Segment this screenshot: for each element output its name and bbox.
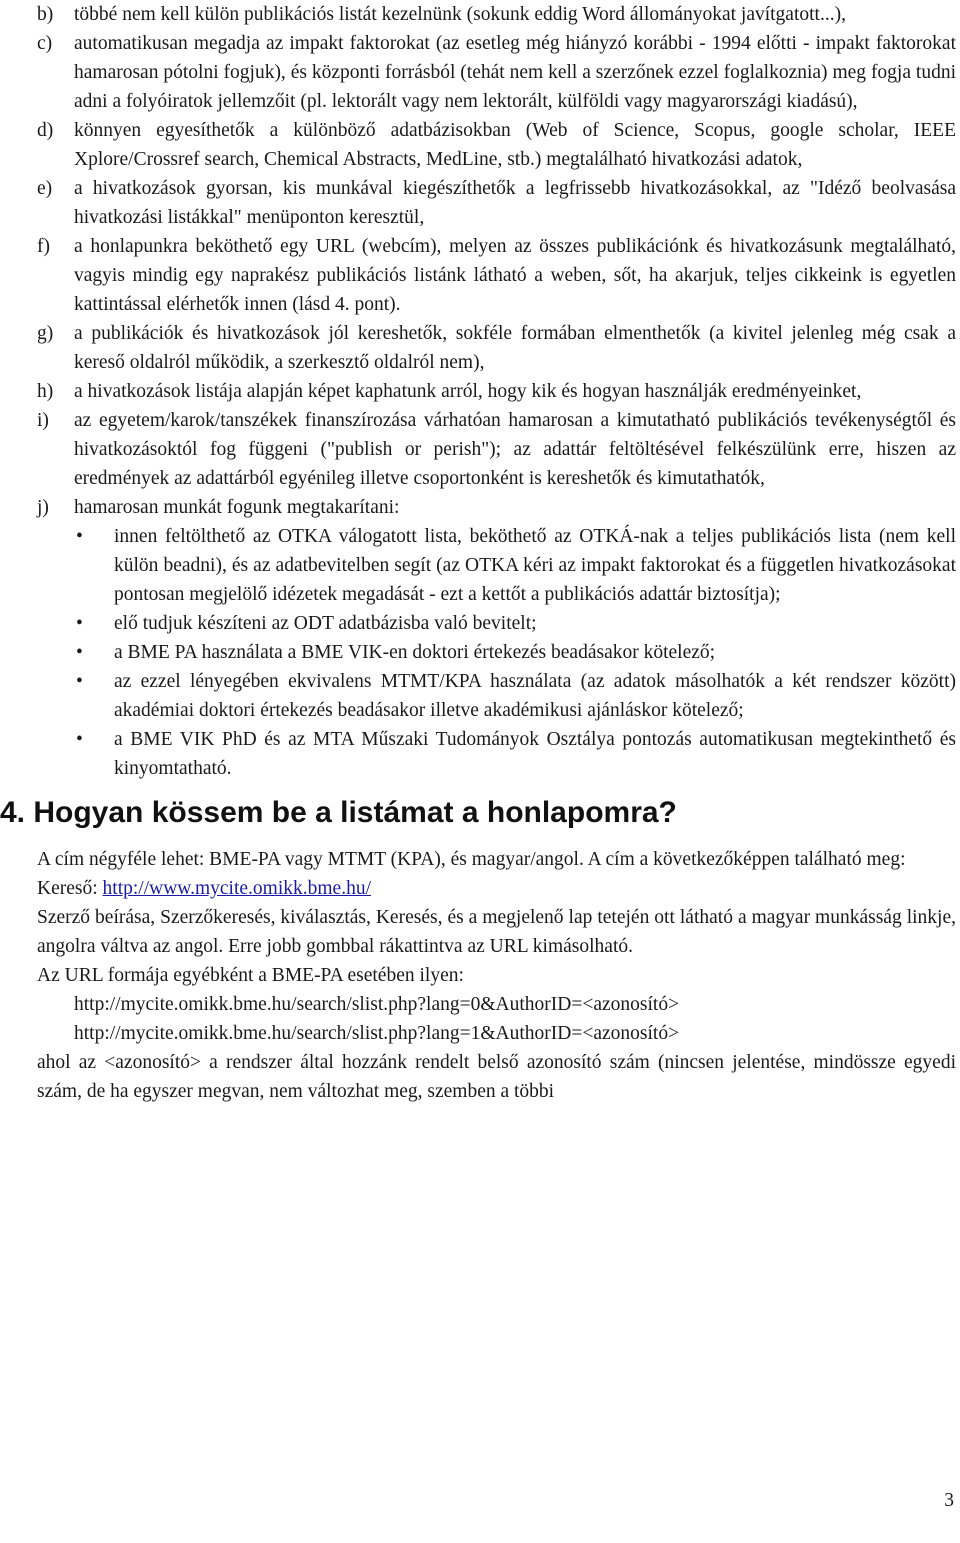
list-marker: g) bbox=[37, 323, 54, 344]
list-item-text: a hivatkozások gyorsan, kis munkával kiegészíthetők a legfrissebb hivatkozásokkal, az "Idéző beolvasása hivatkozási listákkal" menüponton keresztül, bbox=[74, 178, 956, 228]
list-item-text: a honlapunkra beköthető egy URL (webcím), melyen az összes publikációnk és hivatkozásunk megtalálható, vagyis mindig egy naprakész publikációs listánk látható a weben, sőt, ha akarjuk, teljes cikkeink is egyetlen kattintással elérhetők innen (lásd 4. pont). bbox=[74, 236, 956, 315]
bullet-item bbox=[74, 638, 956, 667]
bullet-text: a BME PA használata a BME VIK-en doktori értekezés beadásakor kötelező; bbox=[114, 642, 716, 663]
instructions-paragraph: Szerző beírása, Szerzőkeresés, kiválasztás, Keresés, és a megjelenő lap tetején ott látható a magyar munkásság linkje, angolra váltva az angol. Erre jobb gombbal rákattintva az URL kimásolható. bbox=[37, 907, 956, 957]
list-marker: j) bbox=[37, 497, 49, 518]
list-marker: d) bbox=[37, 120, 54, 141]
list-item-text: könnyen egyesíthetők a különböző adatbázisokban (Web of Science, Scopus, google scholar, IEEE Xplore/Crossref search, Chemical Abstracts, MedLine, stb.) megtalálható hivatkozási adatok, bbox=[74, 120, 956, 170]
benefits-list bbox=[37, 0, 956, 783]
list-marker: b) bbox=[37, 4, 54, 25]
search-label: Kereső: bbox=[37, 878, 103, 899]
url-example: http://mycite.omikk.bme.hu/search/slist.php?lang=1&AuthorID=<azonosító> bbox=[74, 1023, 680, 1044]
list-marker: h) bbox=[37, 381, 54, 402]
list-marker: c) bbox=[37, 33, 53, 54]
list-item bbox=[37, 377, 956, 406]
url-example: http://mycite.omikk.bme.hu/search/slist.php?lang=0&AuthorID=<azonosító> bbox=[74, 994, 680, 1015]
bullet-item bbox=[74, 609, 956, 638]
savings-bullet-list bbox=[74, 522, 956, 783]
url-format-intro: Az URL formája egyébként a BME-PA esetében ilyen: bbox=[37, 965, 464, 986]
list-item-text: hamarosan munkát fogunk megtakarítani: bbox=[74, 497, 400, 518]
bullet-text: innen feltölthető az OTKA válogatott lista, beköthető az OTKÁ-nak a teljes publikációs lista (nem kell külön beadni), és az adatbevitelben segít (az OTKA kéri az impakt faktorokat és a független hivatkozásokat pontosan megjelölő idézetek megadását - ezt a kettőt a publikációs adattár biztosítja); bbox=[114, 526, 956, 605]
bullet-item bbox=[74, 725, 956, 783]
bullet-item bbox=[74, 667, 956, 725]
list-item bbox=[37, 174, 956, 232]
list-marker: e) bbox=[37, 178, 53, 199]
bullet-item bbox=[74, 522, 956, 609]
list-item bbox=[37, 232, 956, 319]
list-marker: i) bbox=[37, 410, 49, 431]
list-item-text: a publikációk és hivatkozások jól kereshetők, sokféle formában elmenthetők (a kivitel jelenleg még csak a kereső oldalról működik, a szerkesztő oldalról nem), bbox=[74, 323, 956, 373]
list-item-text: a hivatkozások listája alapján képet kaphatunk arról, hogy kik és hogyan használják eredményeinket, bbox=[74, 381, 862, 402]
section-heading: 4. Hogyan kössem be a listámat a honlapomra? bbox=[0, 796, 677, 829]
list-item bbox=[37, 29, 956, 116]
section-body bbox=[37, 845, 956, 1106]
closing-paragraph: ahol az <azonosító> a rendszer által hozzánk rendelt belső azonosító szám (nincsen jelentése, mindössze egyedi szám, de ha egyszer megvan, nem változhat meg, szemben a többi bbox=[37, 1052, 956, 1102]
bullet-icon: • bbox=[76, 526, 83, 547]
page-number: 3 bbox=[944, 1490, 954, 1511]
list-marker: f) bbox=[37, 236, 50, 257]
list-item bbox=[37, 116, 956, 174]
list-item-text: automatikusan megadja az impakt faktorokat (az esetleg még hiányzó korábbi - 1994 előtti - impakt faktorokat hamarosan pótolni fogjuk), és központi forrásból (tehát nem kell a szerzőnek ezzel foglalkoznia) meg fogja tudni adni a folyóiratok jellemzőit (pl. lektorált vagy nem lektorált, külföldi vagy magyarországi kiadású), bbox=[74, 33, 956, 112]
bullet-icon: • bbox=[76, 671, 83, 692]
section-intro: A cím négyféle lehet: BME-PA vagy MTMT (KPA), és magyar/angol. A cím a következőképpen található meg: bbox=[37, 849, 906, 870]
list-item bbox=[37, 0, 956, 29]
search-line bbox=[37, 874, 956, 903]
list-item bbox=[37, 406, 956, 493]
bullet-icon: • bbox=[76, 642, 83, 663]
bullet-text: elő tudjuk készíteni az ODT adatbázisba való bevitelt; bbox=[114, 613, 537, 634]
list-item-text: többé nem kell külön publikációs listát kezelnünk (sokunk eddig Word állományokat javítgatott...), bbox=[74, 4, 846, 25]
search-url-link[interactable]: http://www.mycite.omikk.bme.hu/ bbox=[102, 878, 371, 899]
list-item bbox=[37, 493, 956, 783]
bullet-icon: • bbox=[76, 613, 83, 634]
list-item-text: az egyetem/karok/tanszékek finanszírozása várhatóan hamarosan a kimutatható publikációs tevékenységtől és hivatkozásoktól fog függeni ("publish or perish"); az adattár feltöltésével felkészülünk erre, hiszen az eredmények az adattárból egyénileg illetve csoportonként is kereshetők és kimutathatók, bbox=[74, 410, 956, 489]
bullet-text: az ezzel lényegében ekvivalens MTMT/KPA használata (az adatok másolhatók a két rendszer között) akadémiai doktori értekezés beadásakor illetve akadémikusi ajánláskor kötelező; bbox=[114, 671, 956, 721]
list-item bbox=[37, 319, 956, 377]
bullet-text: a BME VIK PhD és az MTA Műszaki Tudományok Osztálya pontozás automatikusan megtekinthető és kinyomtatható. bbox=[114, 729, 956, 779]
list-item-body bbox=[74, 493, 956, 783]
bullet-icon: • bbox=[76, 729, 83, 750]
